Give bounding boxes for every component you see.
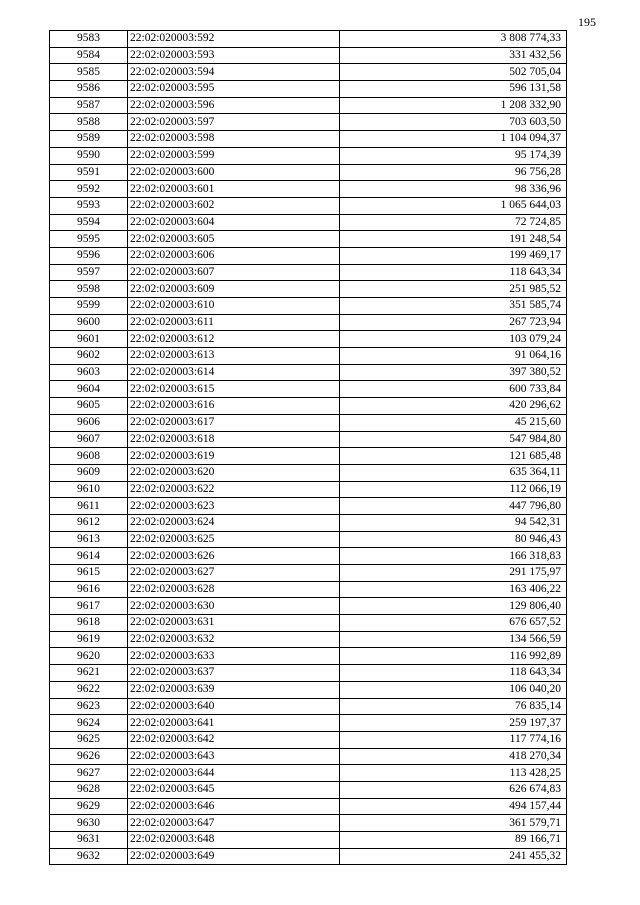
cadastral-number-cell: 22:02:020003:631 (128, 615, 340, 632)
value-cell: 626 674,83 (340, 781, 567, 798)
value-cell: 331 432,56 (340, 47, 567, 64)
value-cell: 103 079,24 (340, 331, 567, 348)
cadastral-number-cell: 22:02:020003:602 (128, 197, 340, 214)
cadastral-number-cell: 22:02:020003:605 (128, 231, 340, 248)
table-row (50, 681, 567, 698)
value-cell: 199 469,17 (340, 247, 567, 264)
value-cell: 600 733,84 (340, 381, 567, 398)
value-cell: 494 157,44 (340, 798, 567, 815)
table-row (50, 798, 567, 815)
value-cell: 129 806,40 (340, 598, 567, 615)
table-row (50, 147, 567, 164)
cadastral-number-cell: 22:02:020003:609 (128, 281, 340, 298)
row-number-cell: 9611 (50, 498, 128, 515)
value-cell: 134 566,59 (340, 631, 567, 648)
table-row (50, 848, 567, 865)
cadastral-number-cell: 22:02:020003:614 (128, 364, 340, 381)
value-cell: 80 946,43 (340, 531, 567, 548)
row-number-cell: 9625 (50, 731, 128, 748)
row-number-cell: 9631 (50, 832, 128, 849)
value-cell: 163 406,22 (340, 581, 567, 598)
row-number-cell: 9624 (50, 715, 128, 732)
cadastral-number-cell: 22:02:020003:612 (128, 331, 340, 348)
cadastral-number-cell: 22:02:020003:624 (128, 514, 340, 531)
value-cell: 118 643,34 (340, 264, 567, 281)
cadastral-number-cell: 22:02:020003:619 (128, 448, 340, 465)
value-cell: 361 579,71 (340, 815, 567, 832)
value-cell: 191 248,54 (340, 231, 567, 248)
value-cell: 1 208 332,90 (340, 97, 567, 114)
row-number-cell: 9615 (50, 565, 128, 582)
table-row (50, 314, 567, 331)
cadastral-number-cell: 22:02:020003:616 (128, 398, 340, 415)
cadastral-number-cell: 22:02:020003:606 (128, 247, 340, 264)
row-number-cell: 9607 (50, 431, 128, 448)
value-cell: 117 774,16 (340, 731, 567, 748)
row-number-cell: 9632 (50, 848, 128, 865)
cadastral-number-cell: 22:02:020003:601 (128, 181, 340, 198)
row-number-cell: 9602 (50, 348, 128, 365)
table-row (50, 364, 567, 381)
value-cell: 113 428,25 (340, 765, 567, 782)
table-row (50, 381, 567, 398)
row-number-cell: 9590 (50, 147, 128, 164)
value-cell: 112 066,19 (340, 481, 567, 498)
cadastral-number-cell: 22:02:020003:600 (128, 164, 340, 181)
row-number-cell: 9618 (50, 615, 128, 632)
row-number-cell: 9628 (50, 781, 128, 798)
value-cell: 118 643,34 (340, 665, 567, 682)
value-cell: 1 104 094,37 (340, 131, 567, 148)
table-row (50, 197, 567, 214)
table-row (50, 548, 567, 565)
table-row (50, 581, 567, 598)
cadastral-number-cell: 22:02:020003:593 (128, 47, 340, 64)
value-cell: 96 756,28 (340, 164, 567, 181)
cadastral-number-cell: 22:02:020003:595 (128, 81, 340, 98)
row-number-cell: 9588 (50, 114, 128, 131)
row-number-cell: 9605 (50, 398, 128, 415)
value-cell: 447 796,80 (340, 498, 567, 515)
row-number-cell: 9594 (50, 214, 128, 231)
table-row (50, 731, 567, 748)
row-number-cell: 9626 (50, 748, 128, 765)
table-row (50, 481, 567, 498)
row-number-cell: 9586 (50, 81, 128, 98)
row-number-cell: 9619 (50, 631, 128, 648)
cadastral-number-cell: 22:02:020003:648 (128, 832, 340, 849)
value-cell: 91 064,16 (340, 348, 567, 365)
cadastral-number-cell: 22:02:020003:640 (128, 698, 340, 715)
cadastral-number-cell: 22:02:020003:637 (128, 665, 340, 682)
cadastral-number-cell: 22:02:020003:642 (128, 731, 340, 748)
row-number-cell: 9595 (50, 231, 128, 248)
value-cell: 397 380,52 (340, 364, 567, 381)
table-row (50, 815, 567, 832)
table-row (50, 31, 567, 48)
table-row (50, 531, 567, 548)
row-number-cell: 9606 (50, 414, 128, 431)
value-cell: 635 364,11 (340, 464, 567, 481)
table-row (50, 164, 567, 181)
table-row (50, 181, 567, 198)
cadastral-number-cell: 22:02:020003:646 (128, 798, 340, 815)
table-row (50, 431, 567, 448)
page-number: 195 (578, 15, 596, 29)
row-number-cell: 9604 (50, 381, 128, 398)
cadastral-number-cell: 22:02:020003:643 (128, 748, 340, 765)
value-cell: 703 603,50 (340, 114, 567, 131)
cadastral-number-cell: 22:02:020003:649 (128, 848, 340, 865)
value-cell: 267 723,94 (340, 314, 567, 331)
value-cell: 95 174,39 (340, 147, 567, 164)
value-cell: 502 705,04 (340, 64, 567, 81)
row-number-cell: 9613 (50, 531, 128, 548)
row-number-cell: 9612 (50, 514, 128, 531)
cadastral-number-cell: 22:02:020003:615 (128, 381, 340, 398)
value-cell: 121 685,48 (340, 448, 567, 465)
cadastral-number-cell: 22:02:020003:625 (128, 531, 340, 548)
value-cell: 76 835,14 (340, 698, 567, 715)
table-row (50, 498, 567, 515)
row-number-cell: 9617 (50, 598, 128, 615)
cadastral-value-table (49, 30, 567, 865)
row-number-cell: 9609 (50, 464, 128, 481)
cadastral-number-cell: 22:02:020003:622 (128, 481, 340, 498)
cadastral-number-cell: 22:02:020003:623 (128, 498, 340, 515)
table-row (50, 765, 567, 782)
table-row (50, 448, 567, 465)
value-cell: 259 197,37 (340, 715, 567, 732)
cadastral-number-cell: 22:02:020003:639 (128, 681, 340, 698)
table-row (50, 131, 567, 148)
cadastral-number-cell: 22:02:020003:594 (128, 64, 340, 81)
value-cell: 418 270,34 (340, 748, 567, 765)
table-row (50, 615, 567, 632)
value-cell: 420 296,62 (340, 398, 567, 415)
row-number-cell: 9627 (50, 765, 128, 782)
table-row (50, 398, 567, 415)
value-cell: 241 455,32 (340, 848, 567, 865)
cadastral-number-cell: 22:02:020003:633 (128, 648, 340, 665)
table-row (50, 331, 567, 348)
row-number-cell: 9610 (50, 481, 128, 498)
table-row (50, 81, 567, 98)
value-cell: 676 657,52 (340, 615, 567, 632)
table-row (50, 464, 567, 481)
value-cell: 1 065 644,03 (340, 197, 567, 214)
table-row (50, 832, 567, 849)
value-cell: 251 985,52 (340, 281, 567, 298)
table-row (50, 414, 567, 431)
row-number-cell: 9621 (50, 665, 128, 682)
value-cell: 89 166,71 (340, 832, 567, 849)
row-number-cell: 9598 (50, 281, 128, 298)
row-number-cell: 9593 (50, 197, 128, 214)
cadastral-number-cell: 22:02:020003:632 (128, 631, 340, 648)
value-cell: 94 542,31 (340, 514, 567, 531)
table-row (50, 665, 567, 682)
table-row (50, 64, 567, 81)
value-cell: 3 808 774,33 (340, 31, 567, 48)
table-row (50, 698, 567, 715)
cadastral-number-cell: 22:02:020003:604 (128, 214, 340, 231)
value-cell: 116 992,89 (340, 648, 567, 665)
table-row (50, 281, 567, 298)
row-number-cell: 9599 (50, 298, 128, 315)
value-cell: 166 318,83 (340, 548, 567, 565)
value-cell: 45 215,60 (340, 414, 567, 431)
table-row (50, 47, 567, 64)
table-row (50, 348, 567, 365)
cadastral-number-cell: 22:02:020003:599 (128, 147, 340, 164)
table-row (50, 748, 567, 765)
row-number-cell: 9616 (50, 581, 128, 598)
cadastral-number-cell: 22:02:020003:611 (128, 314, 340, 331)
value-cell: 547 984,80 (340, 431, 567, 448)
row-number-cell: 9597 (50, 264, 128, 281)
cadastral-number-cell: 22:02:020003:610 (128, 298, 340, 315)
table-row (50, 214, 567, 231)
value-cell: 72 724,85 (340, 214, 567, 231)
table-row (50, 298, 567, 315)
value-cell: 291 175,97 (340, 565, 567, 582)
cadastral-number-cell: 22:02:020003:607 (128, 264, 340, 281)
cadastral-number-cell: 22:02:020003:597 (128, 114, 340, 131)
table-row (50, 247, 567, 264)
value-cell: 98 336,96 (340, 181, 567, 198)
cadastral-number-cell: 22:02:020003:596 (128, 97, 340, 114)
table-row (50, 631, 567, 648)
table-row (50, 264, 567, 281)
value-cell: 351 585,74 (340, 298, 567, 315)
row-number-cell: 9596 (50, 247, 128, 264)
row-number-cell: 9601 (50, 331, 128, 348)
row-number-cell: 9591 (50, 164, 128, 181)
table-row (50, 231, 567, 248)
table-body (50, 31, 567, 865)
cadastral-number-cell: 22:02:020003:592 (128, 31, 340, 48)
cadastral-number-cell: 22:02:020003:627 (128, 565, 340, 582)
cadastral-number-cell: 22:02:020003:628 (128, 581, 340, 598)
cadastral-number-cell: 22:02:020003:641 (128, 715, 340, 732)
table-row (50, 781, 567, 798)
row-number-cell: 9583 (50, 31, 128, 48)
cadastral-number-cell: 22:02:020003:617 (128, 414, 340, 431)
table-row (50, 565, 567, 582)
row-number-cell: 9589 (50, 131, 128, 148)
cadastral-number-cell: 22:02:020003:645 (128, 781, 340, 798)
row-number-cell: 9603 (50, 364, 128, 381)
row-number-cell: 9600 (50, 314, 128, 331)
cadastral-number-cell: 22:02:020003:630 (128, 598, 340, 615)
row-number-cell: 9614 (50, 548, 128, 565)
row-number-cell: 9623 (50, 698, 128, 715)
cadastral-number-cell: 22:02:020003:618 (128, 431, 340, 448)
value-cell: 106 040,20 (340, 681, 567, 698)
cadastral-number-cell: 22:02:020003:620 (128, 464, 340, 481)
row-number-cell: 9630 (50, 815, 128, 832)
table-row (50, 648, 567, 665)
table-row (50, 514, 567, 531)
cadastral-number-cell: 22:02:020003:644 (128, 765, 340, 782)
table-row (50, 97, 567, 114)
cadastral-number-cell: 22:02:020003:613 (128, 348, 340, 365)
table-row (50, 114, 567, 131)
row-number-cell: 9629 (50, 798, 128, 815)
row-number-cell: 9592 (50, 181, 128, 198)
row-number-cell: 9622 (50, 681, 128, 698)
row-number-cell: 9608 (50, 448, 128, 465)
table-row (50, 715, 567, 732)
value-cell: 596 131,58 (340, 81, 567, 98)
row-number-cell: 9587 (50, 97, 128, 114)
table-row (50, 598, 567, 615)
row-number-cell: 9584 (50, 47, 128, 64)
cadastral-number-cell: 22:02:020003:647 (128, 815, 340, 832)
cadastral-number-cell: 22:02:020003:626 (128, 548, 340, 565)
row-number-cell: 9585 (50, 64, 128, 81)
row-number-cell: 9620 (50, 648, 128, 665)
cadastral-number-cell: 22:02:020003:598 (128, 131, 340, 148)
